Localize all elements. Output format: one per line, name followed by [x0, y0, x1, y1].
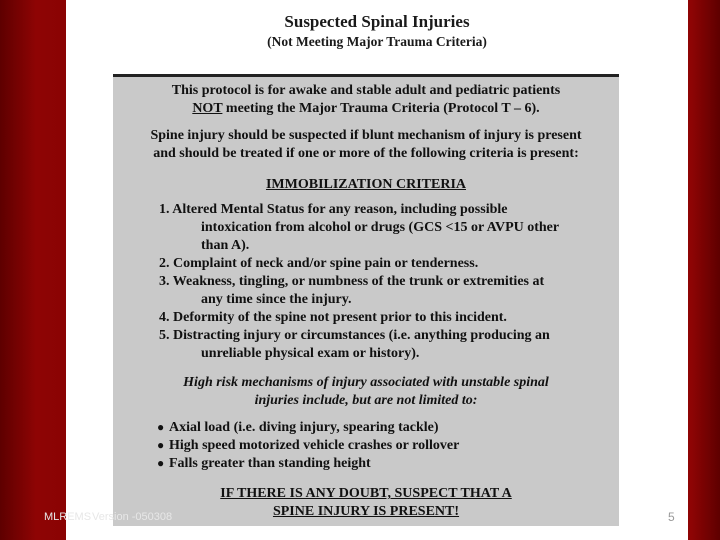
criteria-item [159, 255, 609, 273]
doubt-line-1 [113, 485, 619, 503]
suspect-line-2: and should be treated if one or more of the following criteria is present: [153, 146, 579, 161]
footer-org: MLREMS [44, 511, 92, 523]
criteria-line: 1. Altered Mental Status for any reason, including possible [159, 202, 508, 217]
page-title: Suspected Spinal Injuries [284, 12, 470, 31]
doubt-line-2 [113, 503, 619, 521]
not-emphasis: NOT [192, 101, 223, 116]
criteria-line: 5. Distracting injury or circumstances (i.e. anything producing an [159, 328, 550, 343]
criteria-line: than A). [201, 238, 250, 253]
mechanism-item [157, 436, 597, 455]
page-subtitle: (Not Meeting Major Trauma Criteria) [267, 34, 487, 49]
doubt-text-1: IF THERE IS ANY DOUBT, SUSPECT THAT A [220, 486, 512, 501]
high-risk-line-1: High risk mechanisms of injury associated with unstable spinal [183, 375, 549, 390]
mechanism-item [157, 418, 597, 437]
doubt-text-2: SPINE INJURY IS PRESENT! [272, 504, 460, 519]
criteria-item [159, 201, 609, 255]
mechanism-text: Axial load (i.e. diving injury, spearing tackle) [169, 420, 439, 435]
bullet-icon: ● [157, 438, 165, 452]
immobilization-heading: IMMOBILIZATION CRITERIA [265, 177, 467, 192]
high-risk-line-2: injuries include, but are not limited to: [254, 393, 478, 408]
criteria-line: 4. Deformity of the spine not present prior to this incident. [159, 310, 507, 325]
criteria-item [159, 273, 609, 309]
criteria-line: intoxication from alcohol or drugs (GCS <15 or AVPU other [201, 220, 560, 235]
criteria-line: 2. Complaint of neck and/or spine pain or tenderness. [159, 256, 479, 271]
bullet-icon: ● [157, 456, 165, 470]
mechanism-text: Falls greater than standing height [169, 456, 371, 471]
intro-line-2-rest: meeting the Major Trauma Criteria (Protocol T – 6). [222, 101, 540, 116]
bullet-icon: ● [157, 420, 165, 434]
criteria-line: 3. Weakness, tingling, or numbness of the trunk or extremities at [159, 274, 545, 289]
footer-version: Version -050308 [92, 511, 173, 523]
intro-line-2 [113, 100, 619, 118]
mechanism-text: High speed motorized vehicle crashes or rollover [169, 438, 460, 453]
criteria-item [159, 309, 609, 327]
criteria-line: unreliable physical exam or history). [201, 346, 420, 361]
criteria-line: any time since the injury. [201, 292, 352, 307]
intro-line-1: This protocol is for awake and stable adult and pediatric patients [171, 83, 561, 98]
suspect-line-1: Spine injury should be suspected if blunt mechanism of injury is present [150, 128, 582, 143]
page-number: 5 [668, 510, 675, 524]
protocol-box [113, 74, 619, 526]
mechanism-item [157, 454, 597, 473]
criteria-item [159, 327, 609, 363]
